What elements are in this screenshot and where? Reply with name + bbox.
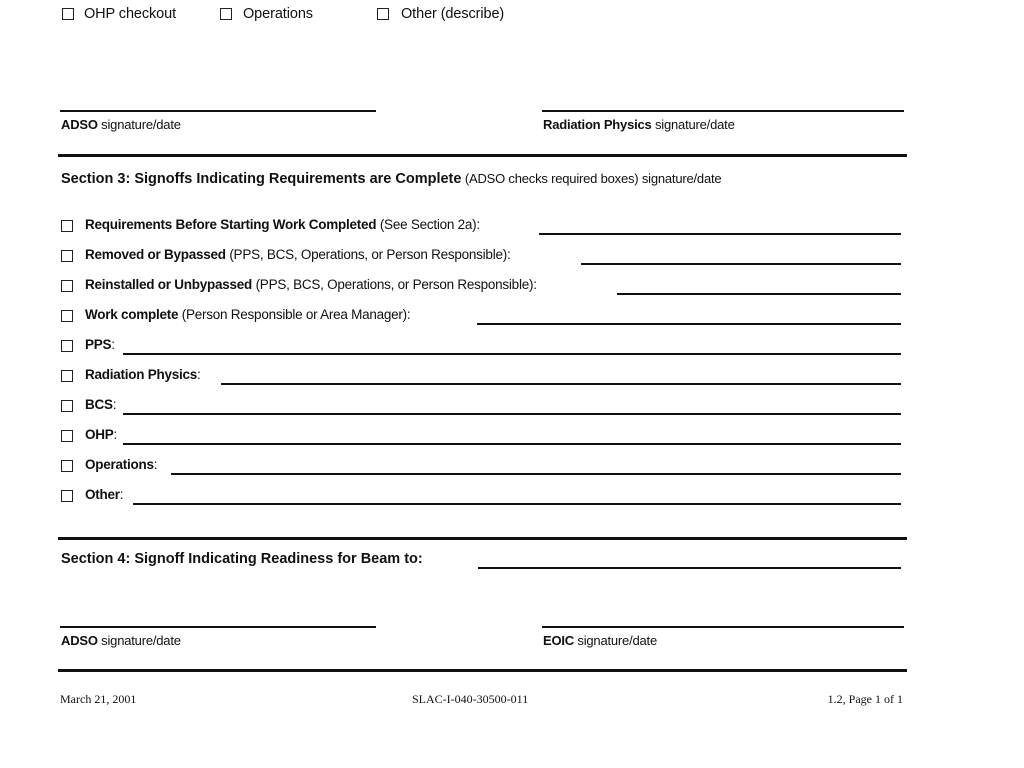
signoff-row-ohp [61, 427, 901, 449]
signoff-label: Removed or Bypassed (PPS, BCS, Operations, or Person Responsible): [85, 247, 511, 262]
checkbox-radiation-physics[interactable] [61, 370, 73, 382]
signoff-row-pps [61, 337, 901, 359]
checkbox-reinstalled[interactable] [61, 280, 73, 292]
signoff-label: Other: [85, 487, 124, 502]
signoff-label: OHP: [85, 427, 118, 442]
signature-line[interactable] [123, 353, 901, 355]
eoic-signature-line[interactable] [542, 626, 904, 628]
signoff-label: BCS: [85, 397, 117, 412]
checkbox-ohp[interactable] [61, 430, 73, 442]
signoff-label: Operations: [85, 457, 158, 472]
checkbox-label-operations: Operations [243, 6, 313, 22]
signature-line[interactable] [123, 443, 901, 445]
checkbox-operations[interactable] [220, 8, 232, 20]
checkbox-label-other: Other (describe) [401, 6, 505, 22]
adso-signature-line-2[interactable] [60, 626, 376, 628]
checkbox-label-ohp-checkout: OHP checkout [84, 6, 177, 22]
signoff-row-other [61, 487, 901, 509]
signature-line[interactable] [171, 473, 901, 475]
signature-line[interactable] [581, 263, 901, 265]
signoff-label: Radiation Physics: [85, 367, 201, 382]
footer-date: March 21, 2001 [60, 692, 137, 706]
signature-line[interactable] [221, 383, 901, 385]
signoff-label: PPS: [85, 337, 115, 352]
signature-line[interactable] [539, 233, 901, 235]
signoff-row-radiation-physics [61, 367, 901, 389]
signoff-row-reinstalled [61, 277, 901, 299]
signoff-row-operations [61, 457, 901, 479]
signoff-label: Requirements Before Starting Work Completed (See Section 2a): [85, 217, 480, 232]
signature-line[interactable] [123, 413, 901, 415]
checkbox-requirements[interactable] [61, 220, 73, 232]
section-divider [58, 537, 907, 540]
adso-signature-label-2: ADSO signature/date [61, 633, 181, 648]
checkbox-removed-bypassed[interactable] [61, 250, 73, 262]
signoff-row-bcs [61, 397, 901, 419]
footer-divider [58, 669, 907, 672]
radiation-physics-signature-label: Radiation Physics signature/date [543, 117, 735, 132]
signoff-row-requirements [61, 217, 901, 239]
signoff-row-removed-bypassed [61, 247, 901, 269]
signoff-row-work-complete [61, 307, 901, 329]
section-4-title: Section 4: Signoff Indicating Readiness for Beam to: [61, 551, 426, 567]
signature-line[interactable] [617, 293, 901, 295]
checkbox-ohp-checkout[interactable] [62, 8, 74, 20]
checkbox-other-signoff[interactable] [61, 490, 73, 502]
checkbox-work-complete[interactable] [61, 310, 73, 322]
footer-doc-id: SLAC-I-040-30500-011 [412, 692, 529, 706]
signature-line[interactable] [133, 503, 901, 505]
section-divider [58, 154, 907, 157]
adso-signature-line[interactable] [60, 110, 376, 112]
checkbox-operations-signoff[interactable] [61, 460, 73, 472]
checkbox-bcs[interactable] [61, 400, 73, 412]
checkbox-pps[interactable] [61, 340, 73, 352]
signature-line[interactable] [477, 323, 901, 325]
checkbox-other[interactable] [377, 8, 389, 20]
eoic-signature-label: EOIC signature/date [543, 633, 657, 648]
signoff-label: Reinstalled or Unbypassed (PPS, BCS, Operations, or Person Responsible): [85, 277, 537, 292]
footer-page-number: 1.2, Page 1 of 1 [827, 692, 903, 706]
signoff-label: Work complete (Person Responsible or Area Manager): [85, 307, 411, 322]
section-3-title: Section 3: Signoffs Indicating Requirements are Complete (ADSO checks required boxes) signature/date [61, 171, 722, 187]
radiation-physics-signature-line[interactable] [542, 110, 904, 112]
adso-signature-label: ADSO signature/date [61, 117, 181, 132]
beam-destination-line[interactable] [478, 567, 901, 569]
